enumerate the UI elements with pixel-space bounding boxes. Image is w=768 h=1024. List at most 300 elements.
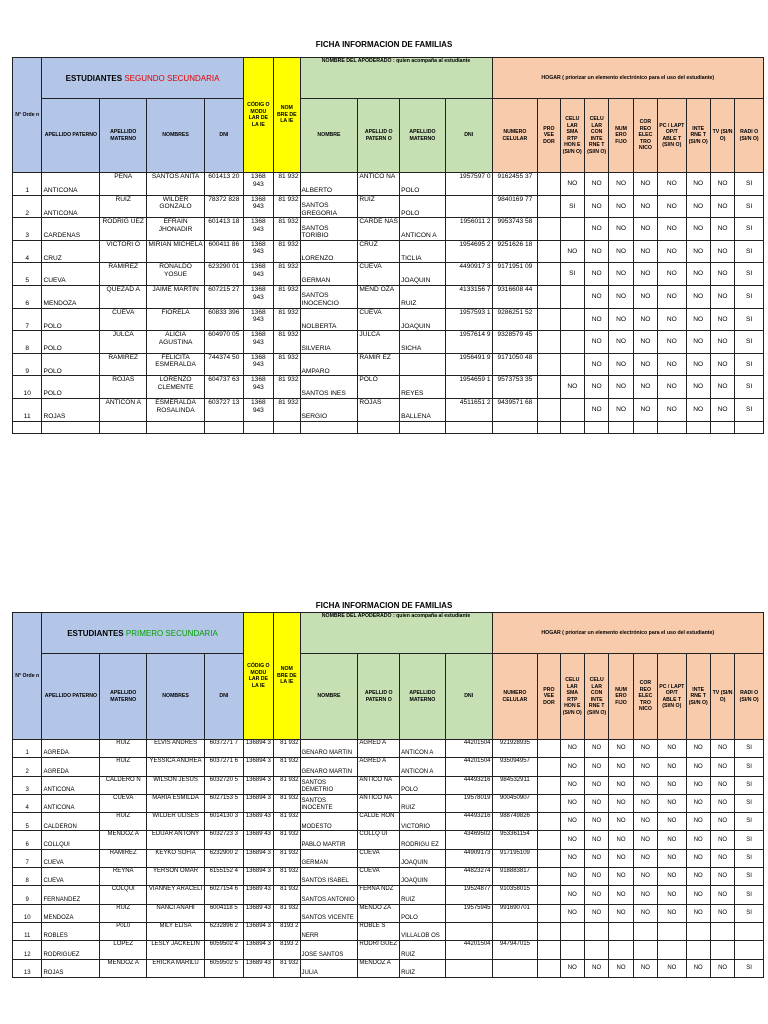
celular-smartphone: NO [560, 886, 584, 904]
apellido-paterno: AGREDA [42, 758, 100, 776]
apoderado-nombre: SANTOS ISABEL [300, 868, 358, 886]
numero-celular: 9439571 68 [492, 398, 538, 421]
numero-fijo: NO [609, 776, 633, 794]
apellido-paterno: FERNANDEZ [42, 886, 100, 904]
grade-label: SEGUNDO SECUNDARIA [124, 73, 220, 83]
empty-cell [710, 421, 734, 433]
celular-smartphone: NO [560, 813, 584, 831]
page-title: FICHA INFORMACION DE FAMILIAS [315, 40, 453, 49]
tv: NO [710, 794, 734, 812]
numero-fijo: NO [609, 285, 633, 308]
radio: SI [735, 794, 764, 812]
radio: SI [735, 285, 764, 308]
apoderado-paterno: ANTICO NA [358, 776, 400, 794]
apoderado-paterno: CUEVA [358, 263, 400, 286]
proveedor [538, 831, 560, 849]
celular-smartphone [560, 398, 584, 421]
nombres: WILSON JESUS [147, 776, 205, 794]
apoderado-nombre: SANTOS DEMETRIO [300, 776, 358, 794]
correo: NO [633, 331, 657, 354]
internet [686, 941, 710, 959]
celular-smartphone: SI [560, 263, 584, 286]
header-codigo-modular: CÓDIG O MODU LAR DE LA IE [243, 613, 273, 740]
row-number: 1 [13, 173, 42, 196]
apoderado-nombre: NERR [300, 922, 358, 940]
apoderado-paterno: FERNA NDZ [358, 886, 400, 904]
empty-cell [243, 421, 273, 433]
celular-internet [584, 922, 608, 940]
header-apoderado-nombre: NOMBRE [300, 654, 358, 740]
apellido-materno: QUEZAD A [100, 285, 147, 308]
proveedor [538, 886, 560, 904]
numero-celular: 921928935 [492, 740, 538, 758]
header-nombre-ie: NOM BRE DE LA IE [274, 58, 300, 173]
correo: NO [633, 758, 657, 776]
tv: NO [710, 195, 734, 218]
apellido-paterno: CRUZ [42, 240, 100, 263]
header-internet: INTE RNE T (SI/N O) [686, 654, 710, 740]
radio: SI [735, 173, 764, 196]
table-row [13, 904, 764, 922]
celular-internet: NO [584, 263, 608, 286]
correo: NO [633, 173, 657, 196]
dni: 604970 05 [205, 331, 244, 354]
proveedor [538, 376, 560, 399]
header-radio: RADI O (SI/N O) [735, 99, 764, 173]
nombre-ie: 81 932 [274, 758, 300, 776]
apellido-paterno: ROJAS [42, 959, 100, 977]
radio: SI [735, 195, 764, 218]
pc-laptop [658, 922, 686, 940]
proveedor [538, 398, 560, 421]
apoderado-nombre: ALBERTO [300, 173, 358, 196]
dni: 601413 18 [205, 218, 244, 241]
empty-cell [538, 421, 560, 433]
nombre-ie: 8193 2 [274, 941, 300, 959]
row-number: 1 [13, 740, 42, 758]
table-row [13, 886, 764, 904]
celular-smartphone [560, 285, 584, 308]
apoderado-paterno: ANTICO NA [358, 794, 400, 812]
proveedor [538, 868, 560, 886]
apoderado-materno: POLO [400, 173, 446, 196]
tv [710, 941, 734, 959]
codigo-modular: 136894 3 [243, 776, 273, 794]
numero-celular: 9162455 37 [492, 173, 538, 196]
apoderado-materno [400, 353, 446, 376]
radio: SI [735, 398, 764, 421]
numero-celular: 910358015 [492, 886, 538, 904]
table-row [13, 776, 764, 794]
table-row [13, 195, 764, 218]
codigo-modular: 1368 943 [243, 240, 273, 263]
table-row [13, 218, 764, 241]
celular-internet: NO [584, 794, 608, 812]
proveedor [538, 263, 560, 286]
codigo-modular: 136894 3 [243, 868, 273, 886]
table-row [13, 831, 764, 849]
apoderado-nombre: GENARO MARTIN [300, 740, 358, 758]
empty-cell [100, 421, 147, 433]
radio: SI [735, 959, 764, 977]
dni: 78372 828 [205, 195, 244, 218]
codigo-modular: 136894 3 [243, 849, 273, 867]
apoderado-materno: RUIZ [400, 285, 446, 308]
celular-internet: NO [584, 959, 608, 977]
nombre-ie: 81 932 [274, 398, 300, 421]
nombres: RONALDO YOSUE [147, 263, 205, 286]
internet: NO [686, 398, 710, 421]
apoderado-dni: 44909173 [445, 849, 492, 867]
header-codigo-modular: CÓDIG O MODU LAR DE LA IE [243, 58, 273, 173]
nombre-ie: 81 932 [274, 904, 300, 922]
header-proveedor: PRO VEE DOR [538, 99, 560, 173]
apoderado-materno: SICHA [400, 331, 446, 354]
numero-celular: 953361154 [492, 831, 538, 849]
codigo-modular: 13689 43 [243, 886, 273, 904]
apoderado-dni: 1957614 9 [445, 331, 492, 354]
apoderado-dni: 44823274 [445, 868, 492, 886]
celular-internet: NO [584, 218, 608, 241]
apoderado-materno: BALLENA [400, 398, 446, 421]
celular-smartphone: NO [560, 959, 584, 977]
empty-cell [13, 421, 42, 433]
codigo-modular: 13689 43 [243, 959, 273, 977]
table-row [13, 941, 764, 959]
proveedor [538, 813, 560, 831]
apellido-materno: ANTICON A [100, 398, 147, 421]
proveedor [538, 758, 560, 776]
internet: NO [686, 263, 710, 286]
radio: SI [735, 904, 764, 922]
correo: NO [633, 776, 657, 794]
numero-celular: 9573753 35 [492, 376, 538, 399]
radio: SI [735, 331, 764, 354]
correo: NO [633, 308, 657, 331]
pc-laptop: NO [658, 886, 686, 904]
apoderado-materno: JOAQUIN [400, 849, 446, 867]
nombres: MILY ELISA [147, 922, 205, 940]
codigo-modular: 136894 3 [243, 758, 273, 776]
row-number: 3 [13, 218, 42, 241]
codigo-modular: 1368 943 [243, 285, 273, 308]
apellido-paterno: COLLQUI [42, 831, 100, 849]
codigo-modular: 1368 943 [243, 173, 273, 196]
numero-fijo: NO [609, 353, 633, 376]
numero-fijo [609, 941, 633, 959]
empty-cell [560, 421, 584, 433]
empty-cell [400, 421, 446, 433]
apoderado-dni: 19575945 [445, 904, 492, 922]
nombres: ALICIA AGUSTINA [147, 331, 205, 354]
header-apellido-paterno: APELLIDO PATERNO [42, 654, 100, 740]
internet: NO [686, 353, 710, 376]
dni: 6155152 4 [205, 868, 244, 886]
apoderado-nombre: JOSE SANTOS [300, 941, 358, 959]
apoderado-paterno: AGRED A [358, 758, 400, 776]
dni: 601413 20 [205, 173, 244, 196]
celular-internet: NO [584, 173, 608, 196]
numero-celular: 9953743 58 [492, 218, 538, 241]
radio: SI [735, 740, 764, 758]
apellido-paterno: ANTICONA [42, 794, 100, 812]
codigo-modular: 13689 43 [243, 831, 273, 849]
empty-cell [147, 421, 205, 433]
pc-laptop: NO [658, 285, 686, 308]
apoderado-dni: 44201504 [445, 758, 492, 776]
apoderado-dni: 1956011 2 [445, 218, 492, 241]
apellido-materno: MENDOZ A [100, 959, 147, 977]
nombres: YERSON OMAR [147, 868, 205, 886]
apellido-materno: CALDERO N [100, 776, 147, 794]
celular-smartphone: NO [560, 173, 584, 196]
tv: NO [710, 263, 734, 286]
apoderado-paterno: CUEVA [358, 849, 400, 867]
numero-fijo: NO [609, 831, 633, 849]
header-numero-fijo: NUM ERO FIJO [609, 99, 633, 173]
correo: NO [633, 740, 657, 758]
numero-fijo: NO [609, 263, 633, 286]
apoderado-dni: 1954659 1 [445, 376, 492, 399]
table-row [13, 922, 764, 940]
celular-internet [584, 941, 608, 959]
apellido-materno: VICTORI O [100, 240, 147, 263]
apellido-materno: MENDOZ A [100, 831, 147, 849]
tv: NO [710, 353, 734, 376]
correo: NO [633, 195, 657, 218]
numero-fijo: NO [609, 218, 633, 241]
celular-smartphone [560, 941, 584, 959]
header-apoderado-paterno: APELLID O PATERN O [358, 654, 400, 740]
header-apoderado-materno: APELLIDO MATERNO [400, 654, 446, 740]
apellido-materno: P0L0 [100, 922, 147, 940]
nombres: KEYKO SOFIA [147, 849, 205, 867]
row-number: 2 [13, 758, 42, 776]
apoderado-materno: RUIZ [400, 886, 446, 904]
nombre-ie: 81 932 [274, 868, 300, 886]
pc-laptop: NO [658, 173, 686, 196]
apellido-materno: ROJAS [100, 376, 147, 399]
header-numero-celular: NUMERO CELULAR [492, 654, 538, 740]
apoderado-nombre: SANTOS INOCENTE [300, 794, 358, 812]
radio: SI [735, 868, 764, 886]
row-number: 11 [13, 398, 42, 421]
apellido-materno: LOPEZ [100, 941, 147, 959]
row-number: 4 [13, 794, 42, 812]
header-orden: N° Orde n [13, 613, 42, 740]
celular-internet: NO [584, 831, 608, 849]
celular-smartphone: NO [560, 868, 584, 886]
header-apellido-materno: APELLIDO MATERNO [100, 654, 147, 740]
tv: NO [710, 813, 734, 831]
row-number: 8 [13, 331, 42, 354]
pc-laptop: NO [658, 218, 686, 241]
correo: NO [633, 959, 657, 977]
apoderado-dni [445, 959, 492, 977]
nombre-ie: 81 932 [274, 794, 300, 812]
nombres: VIANNEY ARACELI [147, 886, 205, 904]
correo: NO [633, 240, 657, 263]
pc-laptop: NO [658, 398, 686, 421]
celular-internet: NO [584, 740, 608, 758]
celular-internet: NO [584, 240, 608, 263]
numero-fijo: NO [609, 308, 633, 331]
header-radio: RADI O (SI/N O) [735, 654, 764, 740]
row-number: 7 [13, 308, 42, 331]
apoderado-nombre: SERGIO [300, 398, 358, 421]
apoderado-paterno: RODRI GUEZ [358, 941, 400, 959]
codigo-modular: 13689 43 [243, 813, 273, 831]
tv: NO [710, 831, 734, 849]
correo: NO [633, 398, 657, 421]
dni: 6037271 6 [205, 758, 244, 776]
header-tv: TV (SI/N O) [710, 654, 734, 740]
radio: SI [735, 886, 764, 904]
apoderado-materno: JOAQUIN [400, 263, 446, 286]
tv: NO [710, 849, 734, 867]
table-row [13, 959, 764, 977]
header-numero-fijo: NUM ERO FIJO [609, 654, 633, 740]
nombres: ERICKA MARILU [147, 959, 205, 977]
apoderado-paterno: CUEVA [358, 868, 400, 886]
nombre-ie: 81 932 [274, 831, 300, 849]
nombre-ie: 81 932 [274, 240, 300, 263]
celular-internet: NO [584, 398, 608, 421]
nombre-ie: 81 932 [274, 285, 300, 308]
celular-internet: NO [584, 195, 608, 218]
pc-laptop: NO [658, 849, 686, 867]
apoderado-paterno: MENDOZ A [358, 959, 400, 977]
pc-laptop: NO [658, 308, 686, 331]
dni: 600411 86 [205, 240, 244, 263]
numero-fijo: NO [609, 959, 633, 977]
tv: NO [710, 740, 734, 758]
apellido-materno: RAMIREZ [100, 849, 147, 867]
correo: NO [633, 794, 657, 812]
pc-laptop: NO [658, 831, 686, 849]
tv: NO [710, 886, 734, 904]
apellido-paterno: CARDENAS [42, 218, 100, 241]
correo: NO [633, 831, 657, 849]
apoderado-materno: JOAQUIN [400, 868, 446, 886]
radio: SI [735, 813, 764, 831]
internet: NO [686, 794, 710, 812]
codigo-modular: 136894 3 [243, 922, 273, 940]
proveedor [538, 941, 560, 959]
table-row [13, 240, 764, 263]
apoderado-paterno: CALDE RON [358, 813, 400, 831]
numero-fijo: NO [609, 331, 633, 354]
header-apellido-paterno: APELLIDO PATERNO [42, 99, 100, 173]
nombre-ie: 81 932 [274, 776, 300, 794]
apoderado-nombre: JULIA [300, 959, 358, 977]
numero-celular [492, 922, 538, 940]
numero-celular: 988749826 [492, 813, 538, 831]
pc-laptop: NO [658, 868, 686, 886]
internet: NO [686, 776, 710, 794]
apellido-paterno: ROBLES [42, 922, 100, 940]
pc-laptop: NO [658, 353, 686, 376]
apoderado-dni: 1957597 0 [445, 173, 492, 196]
celular-internet: NO [584, 904, 608, 922]
empty-cell [609, 421, 633, 433]
internet: NO [686, 959, 710, 977]
pc-laptop: NO [658, 240, 686, 263]
header-nombres: NOMBRES [147, 99, 205, 173]
empty-cell [445, 421, 492, 433]
celular-internet: NO [584, 813, 608, 831]
header-correo: COR REO ELEC TRO NICO [633, 654, 657, 740]
numero-celular: 9328579 45 [492, 331, 538, 354]
tv: NO [710, 959, 734, 977]
students-label: ESTUDIANTES [65, 73, 123, 83]
nombre-ie: 81 932 [274, 218, 300, 241]
apellido-materno: RUIZ [100, 904, 147, 922]
apoderado-materno: ANTICON A [400, 758, 446, 776]
empty-cell [300, 421, 358, 433]
header-celular-internet: CELU LAR CON INTE RNE T (SI/N O) [584, 99, 608, 173]
nombre-ie: 81 932 [274, 886, 300, 904]
proveedor [538, 285, 560, 308]
apoderado-materno: VILLALOB OS [400, 922, 446, 940]
dni: 6059502 4 [205, 941, 244, 959]
apoderado-nombre: SANTOS INES [300, 376, 358, 399]
numero-fijo: NO [609, 886, 633, 904]
celular-smartphone: NO [560, 831, 584, 849]
internet: NO [686, 240, 710, 263]
row-number: 10 [13, 376, 42, 399]
correo [633, 922, 657, 940]
apoderado-nombre: SILVERIA [300, 331, 358, 354]
header-celular-smartphone: CELU LAR SMA RTP HON E (SI/N O) [560, 654, 584, 740]
table-row [13, 376, 764, 399]
header-orden: N° Orde n [13, 58, 42, 173]
celular-internet: NO [584, 776, 608, 794]
pc-laptop: NO [658, 263, 686, 286]
apoderado-materno: RODRIGU EZ [400, 831, 446, 849]
nombres: FELICITA ESMERALDA [147, 353, 205, 376]
celular-internet: NO [584, 376, 608, 399]
header-apoderado-dni: DNI [445, 99, 492, 173]
numero-fijo: NO [609, 398, 633, 421]
correo: NO [633, 886, 657, 904]
nombres: WILDER ULISES [147, 813, 205, 831]
header-pc-laptop: PC / LAPT OP/T ABLE T (SI/N O) [658, 654, 686, 740]
apoderado-dni: 44493216 [445, 776, 492, 794]
apoderado-materno: RUIZ [400, 941, 446, 959]
header-nombre-ie: NOM BRE DE LA IE [274, 613, 300, 740]
celular-smartphone [560, 308, 584, 331]
pc-laptop: NO [658, 776, 686, 794]
table-row [13, 849, 764, 867]
empty-cell [492, 421, 538, 433]
empty-cell [584, 421, 608, 433]
nombres: LORENZO CLEMENTE [147, 376, 205, 399]
header-apoderado-materno: APELLIDO MATERNO [400, 99, 446, 173]
proveedor [538, 240, 560, 263]
internet: NO [686, 331, 710, 354]
tv: NO [710, 868, 734, 886]
apoderado-paterno: MENDO ZA [358, 904, 400, 922]
numero-fijo: NO [609, 376, 633, 399]
radio: SI [735, 263, 764, 286]
apoderado-nombre: LORENZO [300, 240, 358, 263]
apoderado-materno: VICTORIO [400, 813, 446, 831]
apellido-paterno: ROJAS [42, 398, 100, 421]
row-number: 2 [13, 195, 42, 218]
numero-celular: 9251626 18 [492, 240, 538, 263]
celular-smartphone: NO [560, 849, 584, 867]
